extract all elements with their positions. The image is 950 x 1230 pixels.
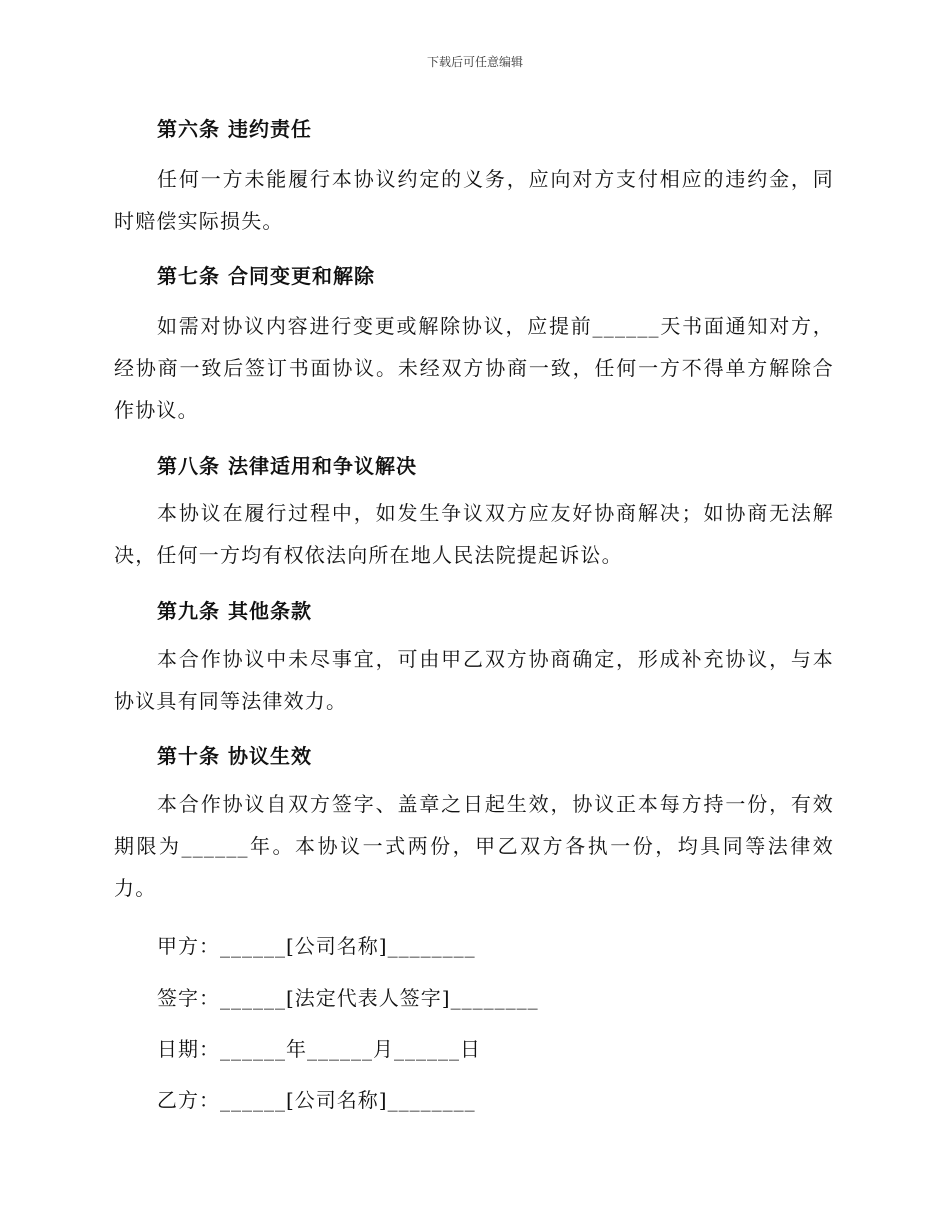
section-6-title: 第六条 违约责任 (157, 117, 312, 141)
section-7-body: 如需对协议内容进行变更或解除协议，应提前______天书面通知对方，经协商一致后签订书面协议。未经双方协商一致，任何一方不得单方解除合作协议。 (114, 314, 834, 422)
section-8-title: 第八条 法律适用和争议解决 (157, 454, 417, 478)
section-9-title: 第九条 其他条款 (157, 599, 312, 623)
section-6-body: 任何一方未能履行本协议约定的义务，应向对方支付相应的违约金，同时赔偿实际损失。 (114, 167, 834, 233)
page-header: 下载后可任意编辑 (426, 55, 523, 69)
section-10-body: 本合作协议自双方签字、盖章之日起生效，协议正本每方持一份，有效期限为______年。本协议一式两份，甲乙双方各执一份，均具同等法律效力。 (114, 792, 834, 900)
section-7-title: 第七条 合同变更和解除 (157, 264, 375, 288)
party-a-line: 甲方：______[公司名称]________ (157, 934, 476, 958)
signature-line: 签字：______[法定代表人签字]________ (157, 986, 539, 1010)
section-9-body: 本合作协议中未尽事宜，可由甲乙双方协商确定，形成补充协议，与本协议具有同等法律效力。 (114, 647, 834, 713)
section-8-body: 本协议在履行过程中，如发生争议双方应友好协商解决；如协商无法解决，任何一方均有权依法向所在地人民法院提起诉讼。 (114, 501, 834, 567)
party-b-line: 乙方：______[公司名称]________ (157, 1088, 476, 1112)
section-10-title: 第十条 协议生效 (157, 744, 312, 768)
date-line: 日期：______年______月______日 (157, 1037, 481, 1061)
